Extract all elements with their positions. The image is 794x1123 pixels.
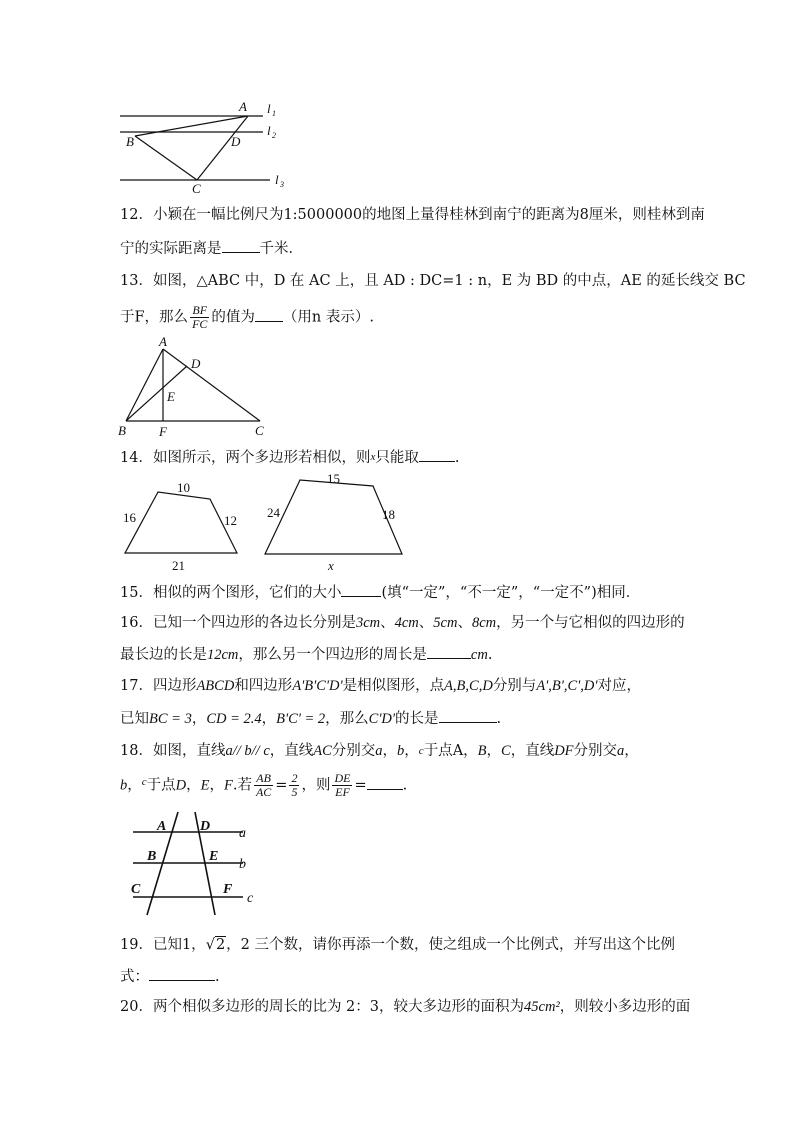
svg-text:A: A: [157, 819, 167, 834]
q14-line: 14．如图所示，两个多边形若相似，则$^x$只能取 .: [120, 447, 459, 468]
label-B: B: [118, 423, 126, 438]
q12-line2: 宁的实际距离是 千米．: [120, 238, 303, 259]
q17-line2: 已知BC = 3，CD = 2.4，B'C' = 2，那么C'D'的长是 .: [120, 708, 501, 729]
answer-blank-q15[interactable]: [341, 582, 381, 597]
svg-text:10: 10: [177, 480, 190, 495]
label-E: E: [167, 389, 175, 404]
svg-text:B: B: [147, 849, 157, 864]
q18-line1: 18．如图，直线a// b// c，直线AC分别交a，b，$^c$于点A，B，C，直线DF分别交a，: [120, 743, 639, 759]
figure-similar-quadrilaterals: [115, 470, 415, 575]
svg-text:b: b: [239, 857, 246, 872]
q19-line1: 19．已知1，√2，2 三个数，请你再添一个数，使之组成一个比例式，并写出这个比例: [120, 937, 676, 953]
answer-blank-q17[interactable]: [439, 708, 497, 723]
q13-line1: 13．如图，△ABC 中，D 在 AC 上，且 AD : DC=1 : n，E 为 BD 的中点，AE 的延长线交 BC: [120, 273, 746, 289]
figure-parallel-lines-triangle: [115, 96, 295, 196]
svg-text:15: 15: [327, 471, 340, 486]
q12-line1: 12．小颖在一幅比例尺为1:5000000的地图上量得桂林到南宁的距离为8厘米，则桂林到南: [120, 207, 705, 223]
label-C: C: [192, 181, 201, 196]
svg-text:x: x: [328, 558, 334, 573]
svg-text:c: c: [247, 891, 254, 906]
label-l2: l: [267, 123, 271, 138]
answer-blank-q19[interactable]: [149, 966, 215, 981]
answer-blank-q12[interactable]: [222, 238, 260, 253]
label-A: A: [159, 335, 167, 349]
label-l1: l: [267, 101, 271, 116]
q17-line1: 17．四边形ABCD和四边形A'B'C'D'是相似图形，点A,B,C,D分别与A',B',C',D'对应，: [120, 678, 641, 694]
q15-line: 15．相似的两个图形，它们的大小 (填“一定”，“不一定”，“一定不”)相同．: [120, 582, 640, 603]
svg-text:a: a: [239, 826, 246, 841]
q18-line2: b，$^c$于点D，E，F.若 $\frac{AB}{AC}$ = $\frac{2}{5}$ ，则 $\frac{DE}{EF}$ = .: [120, 771, 408, 799]
label-l1-sub: 1: [272, 109, 276, 118]
figure-triangle-abc: [115, 335, 270, 440]
label-B: B: [126, 134, 134, 149]
q19-line2: 式： .: [120, 966, 220, 987]
svg-text:C: C: [131, 882, 141, 897]
label-l3: l: [275, 172, 279, 187]
q20-line: 20．两个相似多边形的周长的比为 2：3，较大多边形的面积为45cm²，则较小多边形的面: [120, 999, 691, 1015]
q13-line2: 于F，那么 $\frac{BF}{FC}$ 的值为 （用n 表示）.: [120, 303, 374, 331]
svg-text:24: 24: [267, 505, 280, 520]
figure-three-parallels: [125, 808, 265, 918]
svg-text:18: 18: [382, 507, 395, 522]
svg-text:F: F: [223, 882, 233, 897]
svg-text:D: D: [200, 819, 211, 834]
label-D: D: [231, 134, 241, 149]
answer-blank-q16[interactable]: [427, 644, 471, 659]
label-l2-sub: 2: [272, 131, 276, 140]
answer-blank-q18[interactable]: [367, 775, 403, 790]
svg-text:16: 16: [123, 510, 136, 525]
q16-line1: 16．已知一个四边形的各边长分别是3cm、4cm、5cm、8cm，另一个与它相似的四边形的: [120, 615, 685, 631]
svg-text:E: E: [209, 849, 219, 864]
answer-blank-q13[interactable]: [255, 307, 283, 322]
svg-text:12: 12: [224, 513, 237, 528]
svg-text:21: 21: [172, 558, 185, 573]
q16-line2: 最长边的长是12cm，那么另一个四边形的周长是 cm.: [120, 644, 492, 665]
label-A: A: [239, 99, 247, 114]
label-l3-sub: 3: [280, 180, 284, 189]
answer-blank-q14[interactable]: [419, 447, 455, 462]
label-D: D: [191, 356, 201, 371]
label-C: C: [255, 423, 264, 438]
label-F: F: [159, 424, 167, 439]
fraction-bf-fc: $\frac{BF}{FC}$: [192, 303, 208, 331]
